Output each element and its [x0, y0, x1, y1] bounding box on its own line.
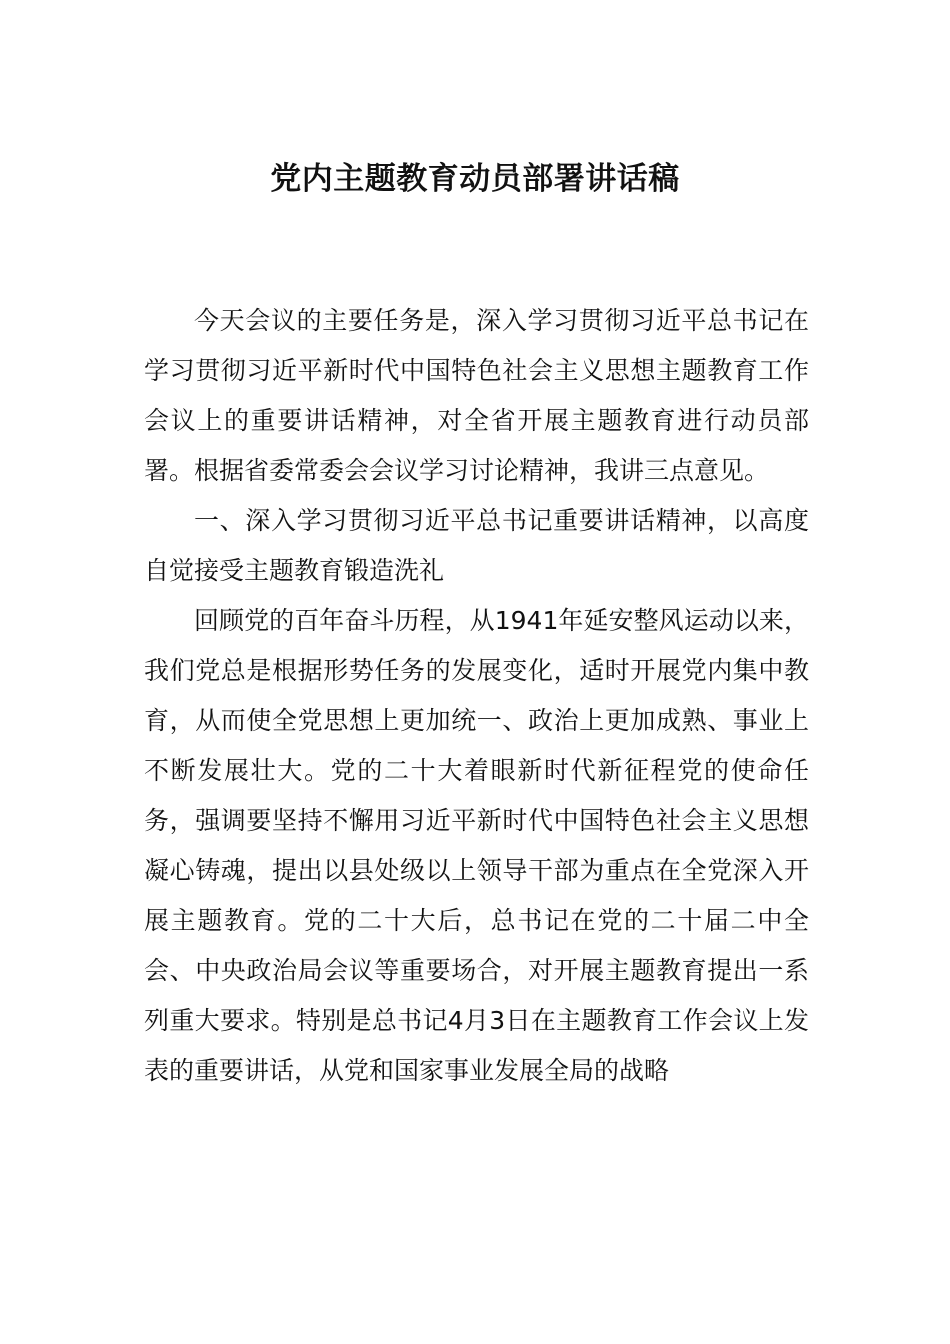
document-title: 党内主题教育动员部署讲话稿 — [270, 161, 680, 197]
paragraph-history: 回顾党的百年奋斗历程，从1941年延安整风运动以来，我们党总是根据形势任务的发展变化，适时开展党内集中教育，从而使全党思想上更加统一、政治上更加成熟、事业上不断发展壮大。党的二十大着眼新时代新征程党的使命任务，强调要坚持不懈用习近平新时代中国特色社会主义思想凝心铸魂，提出以县处级以上领导干部为重点在全党深入开展主题教育。党的二十大后，总书记在党的二十届二中全会、中央政治局会议等重要场合，对开展主题教育提出一系列重大要求。特别是总书记4月3日在主题教育工作会议上发表的重要讲话，从党和国家事业发展全局的战略 — [144, 606, 809, 1085]
paragraph-heading-one: 一、深入学习贯彻习近平总书记重要讲话精神，以高度自觉接受主题教育锻造洗礼 — [144, 506, 809, 585]
document-body — [144, 296, 809, 1096]
paragraph-intro: 今天会议的主要任务是，深入学习贯彻习近平总书记在学习贯彻习近平新时代中国特色社会主义思想主题教育工作会议上的重要讲话精神，对全省开展主题教育进行动员部署。根据省委常委会会议学习讨论精神，我讲三点意见。 — [144, 306, 809, 485]
